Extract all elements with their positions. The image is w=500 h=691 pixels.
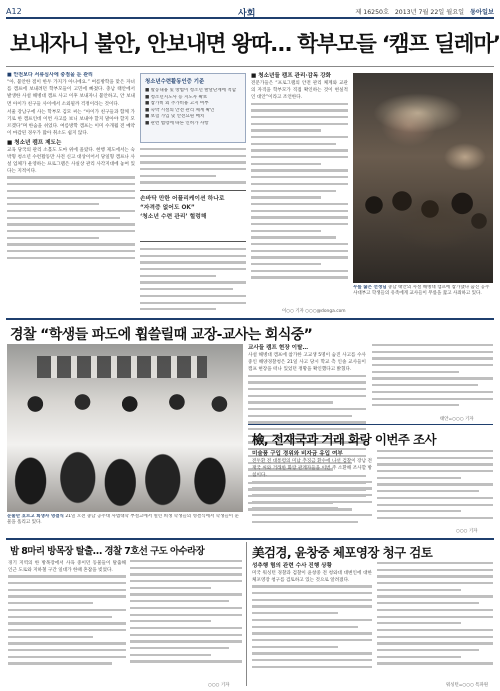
pull-quote <box>140 190 246 242</box>
photo-kneeling-teachers <box>353 73 493 283</box>
info-box-item: ■ 관련 법령에 따른 인허가 사항 <box>145 120 209 126</box>
story5-col1 <box>252 562 372 686</box>
info-box-item: ■ 청소년지도사 등 지도자 확보 <box>145 94 208 100</box>
page-number: A12 <box>6 7 22 16</box>
story2-headline: 경찰 “학생들 파도에 휩쓸릴때 교장-교사는 회식중” <box>10 327 313 343</box>
story3-kicker: 미술품 구입 경위와 비자금 유입 여부 <box>252 451 343 457</box>
story4-headline: 밤 8마리 방목장 탈출… 경찰 7호선 구도 아수라장 <box>10 546 205 557</box>
story4-byline: ○○○ 기자 <box>208 683 230 688</box>
photo-mid-caption-title: 눈물만 흐르고 희생자 영결식 <box>7 514 64 519</box>
main-subhead-2: ■ 청소년들 캠프 관리·감독 강화 <box>251 73 332 79</box>
photo-funeral <box>7 344 243 512</box>
photo-mid-caption-text: 21일 오전 충남 공주대 사범대학 부설고에서 열린 희생 학생들의 영결식에서 학생들이 눈물을 흘리고 있다. <box>7 514 239 526</box>
main-lead: “아, 불안한 점이 한두 가지가 아니에요.” 여름방학을 맞은 자녀를 캠프에 보내려던 학부모들이 고민에 빠졌다. 충남 태안에서 발생한 사설 해병대 캠프 사고 이후 보내자니 불안하고, 안 보내면 아이가 친구들 사이에서 소외될까 걱정이라는 것이다. <box>7 80 135 107</box>
issue-date: 2013년 7월 22일 월요일 <box>394 9 465 16</box>
story5-byline: 워싱턴=○○○ 특파원 <box>446 683 489 688</box>
story5-kicker: 성추행 혐의 관련 수사 진행 상황 <box>252 563 332 569</box>
page-header <box>6 5 494 19</box>
main-subhead: ■ 청소년 캠프 제도는 <box>7 139 62 146</box>
section-divider <box>6 318 494 320</box>
text-lines <box>8 575 126 675</box>
info-box-title: 청소년수련활동인증 기준 <box>145 79 205 85</box>
text-lines <box>252 481 372 531</box>
text-lines <box>251 103 348 293</box>
photo-top-caption-text: 충남 태안의 사설 해병대 캠프에 참가했다 숨진 공주사대부고 학생들의 유족에게 교사들이 무릎을 꿇고 사죄하고 있다. <box>353 285 490 297</box>
story3-headline: 檢, 전재국과 거래 화랑 이번주 조사 <box>252 432 436 447</box>
story5-headline: 美검경, 윤창중 체포영장 청구 검토 <box>252 545 433 560</box>
pull-quote-line: ‘청소년 수련 관리’ 헐렁해 <box>140 214 207 220</box>
headline-rule <box>6 66 494 67</box>
story2-text: 사설 해병대 캠프에 참가한 고교생 5명이 숨진 사고를 수사 중인 해양경찰청은 21일 사고 당시 학교 측 인솔 교사들이 캠프 현장을 떠나 있었던 정황을 확인했다고 밝혔다. <box>248 353 366 373</box>
story3-col1 <box>252 450 372 532</box>
main-para2: 서울 강남구에 사는 학부모 김모 씨는 “아이가 친구들과 함께 가기로 한 캠프인데 이번 사고를 보니 보내야 할지 말아야 할지 모르겠다”며 한숨을 쉬었다. 여름방학 캠프는 이미 수개월 전 예약이 마감된 경우가 많아 취소도 쉽지 않다. <box>7 109 135 137</box>
story3-rule <box>248 424 493 425</box>
text-lines <box>372 344 493 414</box>
text-lines <box>140 248 246 316</box>
pull-quote-line: 손바닥 만한 어플리케이션 하나로 <box>140 196 225 202</box>
header-meta <box>355 7 494 16</box>
story4-col1 <box>8 560 126 685</box>
text-lines <box>140 148 246 186</box>
main-kicker: ■ 안전보다 서류심사에 중점을 둔 관리 <box>7 72 93 78</box>
bottom-divider <box>6 538 494 540</box>
story2-kicker: 교사들 캠프 현장 이탈… <box>248 345 309 351</box>
text-lines <box>377 562 493 678</box>
story2-byline: 태안=○○○ 기자 <box>440 417 474 422</box>
photo-mid-caption <box>7 514 243 530</box>
main-story-col1 <box>7 72 135 316</box>
main-para4: 전문가들은 “프로그램의 안전 관리 체계와 교관의 자격을 학부모가 직접 확인하는 것이 현실적인 대안”이라고 조언한다. <box>251 81 348 101</box>
section-name: 사회 <box>238 9 256 19</box>
main-para3: 교육 당국의 관리 소홀도 도마 위에 올랐다. 현행 제도에서는 숙박형 청소년 수련활동만 사전 신고 대상이어서 당일형 캠프나 사설 업체가 운영하는 프로그램은 사실상 관리 사각지대에 놓여 있다는 지적이다. <box>7 147 135 175</box>
story5-text: 미국 워싱턴 경찰과 검찰이 윤창중 전 청와대 대변인에 대한 체포영장 청구를 검토하고 있는 것으로 알려졌다. <box>252 571 372 584</box>
main-byline: 이○○ 기자 ○○○@donga.com <box>282 309 346 314</box>
issue-number: 제 16250호 <box>355 9 389 16</box>
info-box-item: ■ 보험 가입 및 안전요원 배치 <box>145 114 205 120</box>
info-box-item: ■ 참가비 외 추가비용 고지 여부 <box>145 101 209 107</box>
info-box-item: ■ 숙박 시설의 안전 관리 체계 확인 <box>145 107 215 113</box>
paper-name: 동아일보 <box>470 9 494 16</box>
text-lines <box>130 560 242 678</box>
info-box <box>140 73 246 143</box>
story4-text: 경기 지역의 한 방목장에서 사육 중이던 동물들이 탈출해 인근 도로와 지하철 구간 일대가 한때 혼잡을 빚었다. <box>8 561 126 574</box>
text-lines <box>377 450 493 526</box>
story3-byline: ○○○ 기자 <box>456 529 478 534</box>
pull-quote-line: “자격증 없어도 OK” <box>140 205 195 211</box>
main-headline: 보내자니 불안, 안보내면 왕따… 학부모들 ‘캠프 딜레마’ <box>10 32 500 57</box>
photo-top-caption <box>353 285 493 313</box>
photo-top-caption-title: 무릎 꿇은 선생님 <box>353 285 387 290</box>
column-divider <box>246 542 247 686</box>
text-lines <box>252 585 372 675</box>
text-lines <box>7 176 135 266</box>
main-story-col3 <box>251 72 348 307</box>
info-box-item: ■ 활동내용 및 방법이 청소년 발달단계에 적합 <box>145 88 237 93</box>
story3-text: 전두환 전 대통령의 미납 추징금 환수에 나선 검찰이 장남 전재국 씨와 거래한 화랑 관계자들을 이번 주 소환해 조사할 방침이다. <box>252 459 372 479</box>
